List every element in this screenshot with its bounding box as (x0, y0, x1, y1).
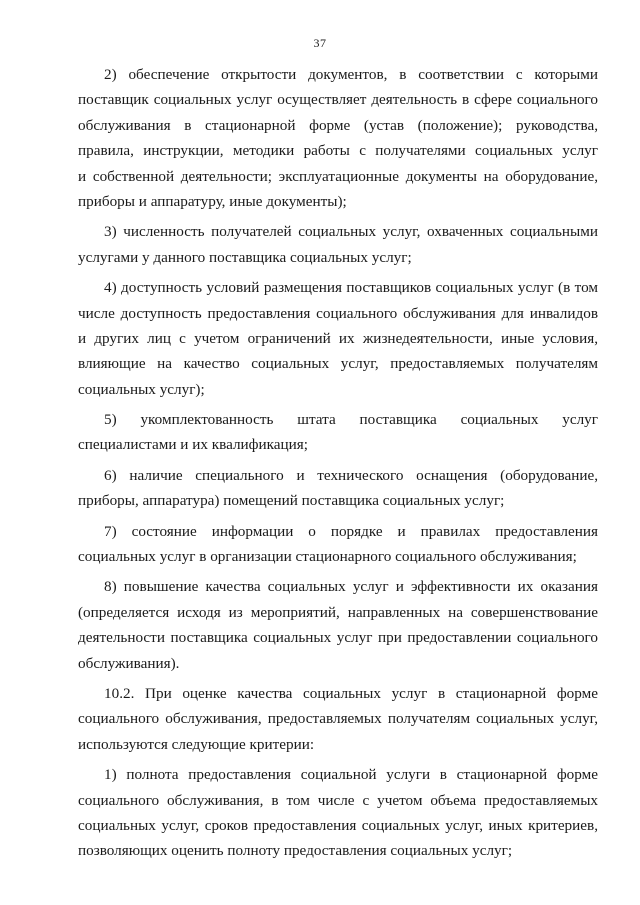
paragraph (78, 463, 598, 514)
paragraph (78, 681, 598, 757)
text-line: социального обслуживания, в том числе с учетом объема предоставляемых (78, 791, 598, 809)
text-line: 1) полнота предоставления социальной услуги в стационарной форме (104, 766, 598, 784)
text-line: обслуживания). (78, 654, 180, 672)
paragraph (78, 519, 598, 570)
text-line: услугами у данного поставщика социальных услуг; (78, 248, 412, 266)
text-line: влияющие на качество социальных услуг, предоставляемых получателям (78, 355, 598, 373)
text-line: 10.2. При оценке качества социальных услуг в стационарной форме (104, 684, 598, 702)
page-number: 37 (313, 36, 327, 50)
text-line: социальных услуг в организации стационарного социального обслуживания; (78, 548, 577, 566)
paragraph (78, 574, 598, 676)
text-line: деятельности поставщика социальных услуг при предоставлении социального (78, 629, 598, 647)
text-line: 3) численность получателей социальных услуг, охваченных социальными (104, 223, 598, 241)
text-line: 6) наличие специального и технического оснащения (оборудование, (104, 466, 598, 484)
text-line: позволяющих оценить полноту предоставления социальных услуг; (78, 842, 513, 860)
paragraph (78, 219, 598, 270)
text-line: правила, инструкции, методики работы с получателями социальных услуг (78, 142, 598, 160)
document-body (78, 62, 598, 869)
text-line: числе доступность предоставления социального обслуживания для инвалидов (78, 304, 598, 322)
text-line: обслуживания в стационарной форме (устав (положение); руководства, (78, 116, 598, 134)
paragraph (78, 275, 598, 402)
paragraph (78, 762, 598, 864)
text-line: специалистами и их квалификация; (78, 436, 308, 454)
text-line: приборы, аппаратура) помещений поставщика социальных услуг; (78, 492, 505, 510)
text-line: социальных услуг, сроков предоставления социальных услуг, иных критериев, (78, 816, 598, 834)
text-line: используются следующие критерии: (78, 735, 315, 753)
text-line: 7) состояние информации о порядке и правилах предоставления (104, 522, 598, 540)
paragraph (78, 62, 598, 214)
text-line: приборы и аппаратуру, иные документы); (78, 192, 347, 210)
text-line: (определяется исходя из мероприятий, направленных на совершенствование (78, 603, 598, 621)
text-line: и других лиц с учетом ограничений их жизнедеятельности, иные условия, (78, 329, 598, 347)
paragraph (78, 407, 598, 458)
text-line: и собственной деятельности; эксплуатационные документы на оборудование, (78, 167, 598, 185)
text-line: 2) обеспечение открытости документов, в соответствии с которыми (104, 66, 598, 83)
text-line: 4) доступность условий размещения поставщиков социальных услуг (в том (104, 279, 598, 297)
text-line: поставщик социальных услуг осуществляет деятельность в сфере социального (78, 91, 598, 109)
text-line: 5) укомплектованность штата поставщика социальных услуг (104, 411, 598, 429)
text-line: 8) повышение качества социальных услуг и эффективности их оказания (104, 578, 598, 596)
text-line: социальных услуг); (78, 380, 205, 398)
text-line: социального обслуживания, предоставляемых получателям социальных услуг, (78, 710, 598, 728)
